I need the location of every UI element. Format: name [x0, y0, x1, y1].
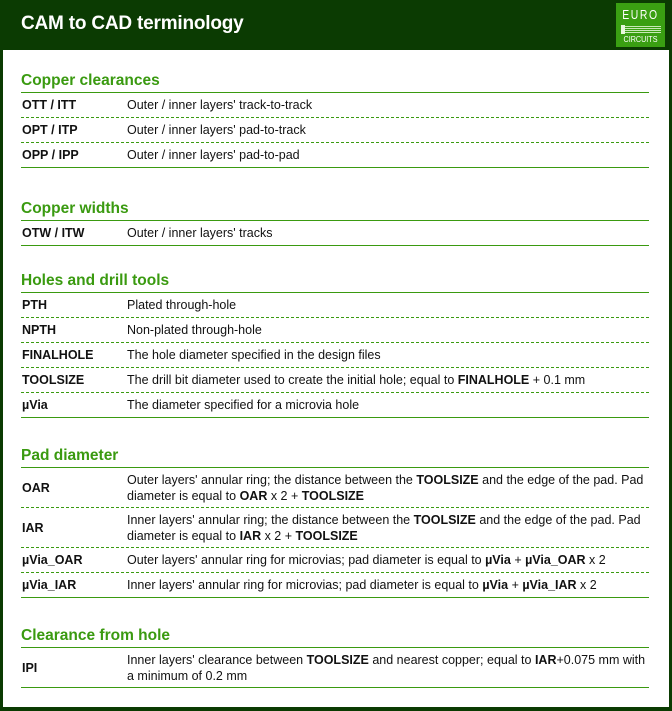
- term: IAR: [22, 520, 44, 535]
- definition: [127, 552, 649, 568]
- logo-tab-icon: [621, 25, 625, 34]
- definition-text: Plated through-hole: [127, 298, 237, 312]
- table-row: [21, 221, 649, 246]
- definition-keyword: IAR: [534, 652, 557, 667]
- definition: [127, 577, 649, 593]
- definition-keyword: µVia_IAR: [522, 578, 577, 592]
- definition-keyword: µVia: [482, 578, 509, 592]
- definition-keyword: FINALHOLE: [457, 373, 530, 387]
- page-title: CAM to CAD terminology: [21, 13, 244, 34]
- term: µVia_IAR: [22, 578, 77, 592]
- term: NPTH: [22, 323, 57, 337]
- definition: [127, 347, 649, 363]
- definition: [127, 512, 649, 544]
- definition-text: Inner layers' annular ring; the distance between the: [127, 512, 414, 527]
- definition-text: x 2: [576, 578, 597, 592]
- section-title: Clearance from hole: [21, 625, 649, 648]
- section-copper-clearances: [21, 70, 649, 168]
- section-copper-widths: [21, 198, 649, 246]
- section-holes-drill-tools: [21, 270, 649, 418]
- table-row: [21, 648, 649, 688]
- logo-text-bottom: CIRCUITS: [623, 35, 658, 44]
- definition-keyword: TOOLSIZE: [301, 488, 365, 503]
- definition-text: The drill bit diameter used to create the initial hole; equal to: [127, 373, 458, 387]
- definition-text: x 2: [585, 553, 606, 567]
- definition-keyword: TOOLSIZE: [416, 472, 479, 487]
- definition-text: Non-plated through-hole: [127, 323, 262, 337]
- definition: [127, 397, 649, 413]
- definition-text: +0.075 mm with a minimum of 0.2 mm: [127, 652, 646, 683]
- table-row: [21, 573, 649, 598]
- definition-text: Inner layers' clearance between: [127, 652, 307, 667]
- definition-text: and nearest copper; equal to: [368, 652, 535, 667]
- table-row: [21, 548, 649, 573]
- section-pad-diameter: [21, 445, 649, 598]
- term: IPI: [22, 660, 38, 675]
- term: PTH: [22, 298, 47, 312]
- definition-keyword: µVia_OAR: [525, 553, 586, 567]
- logo-text-top: EURO: [622, 7, 659, 22]
- term: OPT / ITP: [22, 123, 78, 137]
- section-clearance-from-hole: [21, 625, 649, 688]
- table-row: [21, 343, 649, 368]
- definition: [127, 297, 649, 313]
- section-title: Pad diameter: [21, 445, 649, 468]
- table-row: [21, 143, 649, 168]
- term: OTW / ITW: [22, 226, 85, 240]
- definition-keyword: TOOLSIZE: [306, 652, 369, 667]
- term: FINALHOLE: [22, 348, 94, 362]
- term: OAR: [22, 480, 50, 495]
- table-row: [21, 508, 649, 548]
- definition-text: and the edge of the pad. Pad diameter is equal to: [127, 512, 641, 543]
- table-row: [21, 293, 649, 318]
- definition: [127, 147, 649, 163]
- table-row: [21, 368, 649, 393]
- definition-keyword: IAR: [239, 528, 262, 543]
- table-row: [21, 93, 649, 118]
- definition-text: Outer / inner layers' track-to-track: [127, 98, 313, 112]
- definition-text: Outer / inner layers' pad-to-pad: [127, 148, 300, 162]
- definition: [127, 372, 649, 388]
- definition-text: Outer layers' annular ring; the distance between the: [127, 472, 417, 487]
- definition: [127, 322, 649, 338]
- term: µVia: [22, 398, 48, 412]
- term: µVia_OAR: [22, 553, 83, 567]
- term: TOOLSIZE: [22, 373, 85, 387]
- term: OPP / IPP: [22, 148, 79, 162]
- definition: [127, 122, 649, 138]
- definition-text: Inner layers' annular ring for microvias; pad diameter is equal to: [127, 578, 483, 592]
- definition: [127, 472, 649, 504]
- terms-table: [21, 93, 649, 168]
- section-title: Copper widths: [21, 198, 649, 221]
- definition-text: x 2 +: [267, 488, 302, 503]
- definition-text: Outer / inner layers' tracks: [127, 226, 273, 240]
- terms-table: [21, 221, 649, 246]
- definition-text: The hole diameter specified in the design files: [127, 348, 381, 362]
- table-row: [21, 318, 649, 343]
- header: [0, 0, 672, 50]
- terms-table: [21, 468, 649, 598]
- eurocircuits-logo: [616, 3, 665, 47]
- definition: [127, 97, 649, 113]
- definition: [127, 652, 649, 684]
- definition-keyword: TOOLSIZE: [413, 512, 476, 527]
- definition-text: + 0.1 mm: [529, 373, 586, 387]
- section-title: Copper clearances: [21, 70, 649, 93]
- definition-keyword: µVia: [485, 553, 511, 567]
- definition-text: The diameter specified for a microvia hole: [127, 398, 360, 412]
- table-row: [21, 118, 649, 143]
- terms-table: [21, 648, 649, 688]
- terms-table: [21, 293, 649, 418]
- definition-text: x 2 +: [261, 528, 296, 543]
- definition-keyword: OAR: [239, 488, 268, 503]
- table-row: [21, 393, 649, 418]
- term: OTT / ITT: [22, 98, 77, 112]
- terminology-content: [3, 50, 669, 707]
- definition-text: Outer layers' annular ring for microvias; pad diameter is equal to: [127, 553, 486, 567]
- section-title: Holes and drill tools: [21, 270, 649, 293]
- definition-keyword: TOOLSIZE: [295, 528, 358, 543]
- definition: [127, 225, 649, 241]
- table-row: [21, 468, 649, 508]
- logo-lines-icon: [621, 26, 661, 34]
- definition-text: Outer / inner layers' pad-to-track: [127, 123, 306, 137]
- definition-text: +: [510, 553, 526, 567]
- definition-text: +: [508, 578, 523, 592]
- definition-text: and the edge of the pad. Pad diameter is equal to: [127, 472, 644, 503]
